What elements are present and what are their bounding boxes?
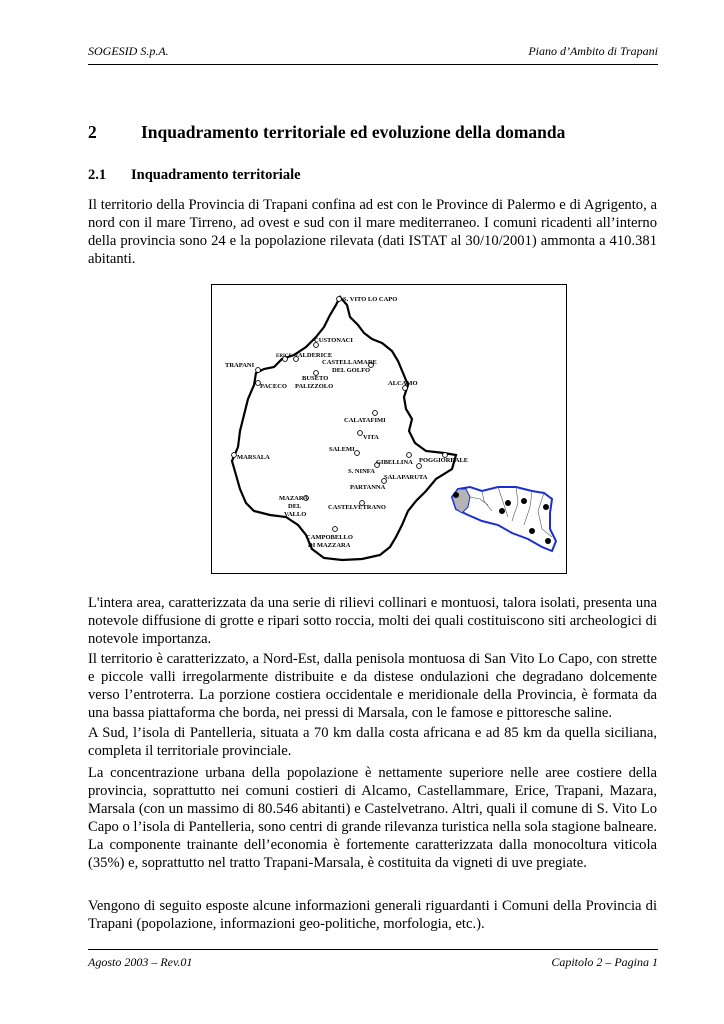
capital-marker — [499, 508, 505, 514]
town-marker-campobello — [333, 527, 338, 532]
capital-marker — [453, 492, 459, 498]
chapter-title: Inquadramento territoriale ed evoluzione della domanda — [141, 122, 566, 142]
town-label: ALCAMO — [388, 380, 418, 387]
page-header — [88, 44, 658, 65]
capital-marker — [505, 500, 511, 506]
page-footer — [88, 949, 658, 970]
town-label: MARSALA — [237, 454, 270, 461]
town-label: DEL GOLFO — [332, 367, 371, 374]
paragraph-closing: Vengono di seguito esposte alcune informazioni generali riguardanti i Comuni della Provincia di Trapani (popolazione, informazioni geo-politiche, morfologia, etc.). — [88, 898, 657, 932]
town-label: VALDERICE — [294, 352, 333, 359]
province-map — [211, 284, 567, 574]
town-marker-san-vito — [337, 297, 342, 302]
town-label: PACECO — [260, 383, 287, 390]
sicily-inset-map — [452, 487, 556, 551]
town-label: VITA — [363, 434, 379, 441]
town-label: BUSETO — [302, 375, 329, 382]
paragraph-population: La concentrazione urbana della popolazione è nettamente superiore nelle aree costiere della provincia, soprattutto nei comuni costieri di Alcamo, Castellammare, Erice, Trapani, Mazara, Marsala (con un massimo di 80.546 abitanti) e Castelvetrano. Altri, quali il comune di S. Vito Lo Capo o l’isola di Pantelleria, sono centri di grande rilevanza turistica nella sola stagione balneare. La componente trainante dell’economia è fortemente caratterizzata dalla monocoltura viticola (35%) e, soprattutto nel tratto Trapani-Marsala, è costituita da vigneti di uve pregiate. — [88, 765, 657, 871]
header-company: SOGESID S.p.A. — [88, 44, 169, 58]
capital-marker — [529, 528, 535, 534]
town-label: CUSTONACI — [314, 337, 353, 344]
paragraph-relief: L'intera area, caratterizzata da una serie di rilievi collinari e montuosi, talora isolati, presenta una notevole diffusione di grotte e ripari sotto roccia, molti dei quali costituiscono siti archeologici di notevole importanza. — [88, 595, 657, 647]
town-marker-trapani — [256, 368, 261, 373]
footer-page-number: Capitolo 2 – Pagina 1 — [551, 955, 658, 969]
town-marker-calatafimi — [373, 411, 378, 416]
town-marker-salaparuta — [417, 464, 422, 469]
town-label: PARTANNA — [350, 484, 386, 491]
capital-marker — [521, 498, 527, 504]
town-label: POGGIOREALE — [419, 457, 469, 464]
town-marker-marsala — [232, 453, 237, 458]
town-label: S. NINFA — [348, 468, 375, 475]
section-title: Inquadramento territoriale — [131, 167, 301, 183]
paragraph-territory: Il territorio è caratterizzato, a Nord-Est, dalla penisola montuosa di San Vito Lo Capo, con strette e piccole valli irregolarmente distribuite e da distese ondulazioni che degradano dolcemente verso l’entroterra. La porzione costiera occidentale e meridionale della Provincia, è formata da una bassa piattaforma che borda, nei pressi di Marsala, con le famose e pittoresche saline. — [88, 651, 657, 721]
town-label: TRAPANI — [225, 362, 255, 369]
paragraph-intro: Il territorio della Provincia di Trapani confina ad est con le Province di Palermo e di Agrigento, a nord con il mare Tirreno, ad ovest e sud con il mare mediterraneo. I comuni ricadenti all’interno della provincia sono 24 e la popolazione rilevata (dati ISTAT al 30/10/2001) ammonta a 410.381 abitanti. — [88, 197, 657, 267]
footer-revision: Agosto 2003 – Rev.01 — [88, 955, 193, 969]
capital-marker — [545, 538, 551, 544]
section-number: 2.1 — [88, 167, 107, 183]
capital-marker — [543, 504, 549, 510]
town-label: CAMPOBELLO — [306, 534, 353, 541]
town-label: CASTELVETRANO — [328, 504, 386, 511]
town-label: ERICE — [276, 354, 292, 359]
header-document-title: Piano d’Ambito di Trapani — [528, 44, 658, 58]
town-label: DEL — [288, 503, 302, 510]
town-label: VALLO — [284, 511, 307, 518]
town-label: S. VITO LO CAPO — [343, 296, 398, 303]
town-marker-salemi — [355, 451, 360, 456]
town-label: CALATAFIMI — [344, 417, 386, 424]
town-label: GIBELLINA — [376, 459, 413, 466]
paragraph-pantelleria: A Sud, l’isola di Pantelleria, situata a 70 km dalla costa africana e ad 85 km da quella siciliana, completa il territoriale provinciale. — [88, 725, 657, 759]
town-label: CASTELLAMARE — [322, 359, 377, 366]
section-heading — [88, 167, 301, 184]
town-marker-vita — [358, 431, 363, 436]
province-map-drawing — [212, 285, 568, 575]
town-label: MAZARA — [279, 495, 309, 502]
town-label: SALAPARUTA — [384, 474, 428, 481]
chapter-heading — [88, 122, 565, 143]
town-label: DI MAZZARA — [308, 542, 351, 549]
town-marker-gibellina — [407, 453, 412, 458]
chapter-number: 2 — [88, 122, 97, 142]
town-label: SALEMI — [329, 446, 355, 453]
town-label: PALIZZOLO — [295, 383, 334, 390]
